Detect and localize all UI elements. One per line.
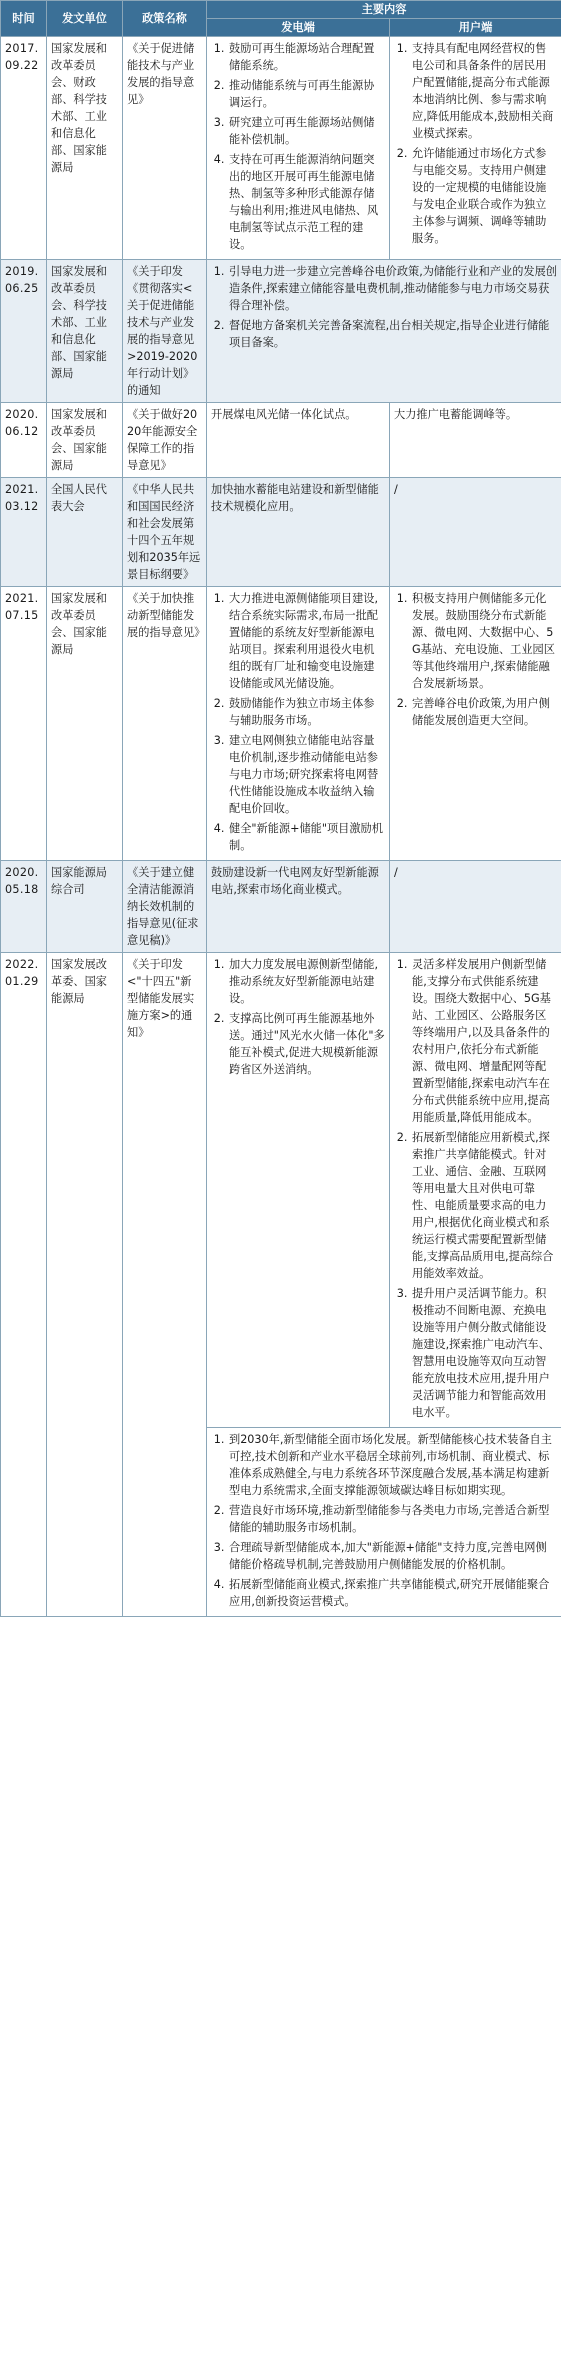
cell-org: 全国人民代表大会 <box>47 478 123 587</box>
cell-date: 2021.07.15 <box>1 587 47 861</box>
list-item: 1. 大力推进电源侧储能项目建设,结合系统实际需求,布局一批配置储能的系统友好型新能源电站项目。探索利用退役火电机组的既有厂址和输变电设施建设储能或风光储设施。 <box>228 590 385 692</box>
cell-user <box>390 953 561 1428</box>
table-row <box>1 478 561 587</box>
header-gen: 发电端 <box>207 19 390 37</box>
list-item: 3. 提升用户灵活调节能力。积极推动不间断电源、充换电设施等用户侧分散式储能设施建设,探索推广电动汽车、智慧用电设施等双向互动智能充放电技术应用,提升用户灵活调节能力和智能高效用电水平。 <box>411 1285 557 1421</box>
cell-gen <box>207 953 390 1428</box>
list-item: 2. 营造良好市场环境,推动新型储能参与各类电力市场,完善适合新型储能的辅助服务市场机制。 <box>228 1502 557 1536</box>
cell-policy-name: 《中华人民共和国国民经济和社会发展第十四个五年规划和2035年远景目标纲要》 <box>123 478 207 587</box>
cell-date: 2020.06.12 <box>1 403 47 478</box>
cell-date: 2017.09.22 <box>1 37 47 260</box>
cell-user <box>390 37 561 260</box>
list-item: 2. 允许储能通过市场化方式参与电能交易。支持用户侧建设的一定规模的电储能设施与发电企业联合或作为独立主体参与调频、调峰等辅助服务。 <box>411 145 557 247</box>
cell-policy-name: 《关于印发<"十四五"新型储能发展实施方案>的通知》 <box>123 953 207 1617</box>
list-item: 1. 支持具有配电网经营权的售电公司和具备条件的居民用户配置储能,提高分布式能源本地消纳比例、参与需求响应,降低用能成本,鼓励相关商业模式探索。 <box>411 40 557 142</box>
list-item: 1. 引导电力进一步建立完善峰谷电价政策,为储能行业和产业的发展创造条件,探索建立储能容量电费机制,推动储能参与电力市场交易获得合理补偿。 <box>228 263 557 314</box>
cell-org: 国家发展和改革委员会、国家能源局 <box>47 587 123 861</box>
table-row <box>1 260 561 403</box>
cell-gen <box>207 587 390 861</box>
cell-policy-name: 《关于建立健全清洁能源消纳长效机制的指导意见(征求意见稿)》 <box>123 861 207 953</box>
list-item: 4. 健全"新能源+储能"项目激励机制。 <box>228 820 385 854</box>
cell-combined <box>207 260 561 403</box>
header-org: 发文单位 <box>47 1 123 37</box>
cell-date: 2021.03.12 <box>1 478 47 587</box>
cell-gen: 加快抽水蓄能电站建设和新型储能技术规模化应用。 <box>207 478 390 587</box>
list-item: 2. 完善峰谷电价政策,为用户侧储能发展创造更大空间。 <box>411 695 557 729</box>
cell-user: 大力推广电蓄能调峰等。 <box>390 403 561 478</box>
cell-user: / <box>390 861 561 953</box>
cell-policy-name: 《关于加快推动新型储能发展的指导意见》 <box>123 587 207 861</box>
cell-policy-name: 《关于印发《贯彻落实<关于促进储能技术与产业发展的指导意见>2019-2020年行动计划》的通知 <box>123 260 207 403</box>
table-row <box>1 953 561 1428</box>
list-item: 1. 灵活多样发展用户侧新型储能,支撑分布式供能系统建设。围绕大数据中心、5G基站、工业园区、公路服务区等终端用户,以及具备条件的农村用户,依托分布式新能源、微电网、增量配网等配置新型储能,探索电动汽车在分布式供能系统中应用,提高用能质量,降低用能成本。 <box>411 956 557 1126</box>
cell-date: 2020.05.18 <box>1 861 47 953</box>
list-item: 2. 鼓励储能作为独立市场主体参与辅助服务市场。 <box>228 695 385 729</box>
list-item: 4. 支持在可再生能源消纳问题突出的地区开展可再生能源电储热、制氢等多种形式能源存储与输出利用;推进风电储热、风电制氢等试点示范工程的建设。 <box>228 151 385 253</box>
list-item: 1. 鼓励可再生能源场站合理配置储能系统。 <box>228 40 385 74</box>
cell-gen: 鼓励建设新一代电网友好型新能源电站,探索市场化商业模式。 <box>207 861 390 953</box>
list-item: 3. 合理疏导新型储能成本,加大"新能源+储能"支持力度,完善电网侧储能价格疏导机制,完善鼓励用户侧储能发展的价格机制。 <box>228 1539 557 1573</box>
cell-gen <box>207 37 390 260</box>
list-item: 4. 拓展新型储能商业模式,探索推广共享储能模式,研究开展储能聚合应用,创新投资运营模式。 <box>228 1576 557 1610</box>
header-main: 主要内容 <box>207 1 561 19</box>
cell-user: / <box>390 478 561 587</box>
cell-date: 2022.01.29 <box>1 953 47 1617</box>
cell-org: 国家发展和改革委员会、科学技术部、工业和信息化部、国家能源局 <box>47 260 123 403</box>
list-item: 2. 支撑高比例可再生能源基地外送。通过"风光水火储一体化"多能互补模式,促进大规模新能源跨省区外送消纳。 <box>228 1010 385 1078</box>
header-user: 用户端 <box>390 19 561 37</box>
cell-gen: 开展煤电风光储一体化试点。 <box>207 403 390 478</box>
cell-org: 国家发展和改革委员会、国家能源局 <box>47 403 123 478</box>
table-row <box>1 37 561 260</box>
cell-policy-name: 《关于促进储能技术与产业发展的指导意见》 <box>123 37 207 260</box>
cell-org: 国家能源局综合司 <box>47 861 123 953</box>
header-time: 时间 <box>1 1 47 37</box>
list-item: 3. 建立电网侧独立储能电站容量电价机制,逐步推动储能电站参与电力市场;研究探索将电网替代性储能设施成本收益纳入输配电价回收。 <box>228 732 385 817</box>
list-item: 1. 加大力度发展电源侧新型储能,推动系统友好型新能源电站建设。 <box>228 956 385 1007</box>
list-item: 1. 积极支持用户侧储能多元化发展。鼓励围绕分布式新能源、微电网、大数据中心、5G基站、充电设施、工业园区等其他终端用户,探索储能融合发展新场景。 <box>411 590 557 692</box>
list-item: 2. 督促地方备案机关完善备案流程,出台相关规定,指导企业进行储能项目备案。 <box>228 317 557 351</box>
cell-policy-name: 《关于做好2020年能源安全保障工作的指导意见》 <box>123 403 207 478</box>
table-row <box>1 587 561 861</box>
list-item: 3. 研究建立可再生能源场站侧储能补偿机制。 <box>228 114 385 148</box>
table-row <box>1 403 561 478</box>
table-row <box>1 861 561 953</box>
list-item: 1. 到2030年,新型储能全面市场化发展。新型储能核心技术装备自主可控,技术创新和产业水平稳居全球前列,市场机制、商业模式、标准体系成熟健全,与电力系统各环节深度融合发展,基本满足构建新型电力系统需求,全面支撑能源领域碳达峰目标如期实现。 <box>228 1431 557 1499</box>
list-item: 2. 推动储能系统与可再生能源协调运行。 <box>228 77 385 111</box>
header-name: 政策名称 <box>123 1 207 37</box>
cell-org: 国家发展改革委、国家能源局 <box>47 953 123 1617</box>
cell-org: 国家发展和改革委员会、财政部、科学技术部、工业和信息化部、国家能源局 <box>47 37 123 260</box>
header-row-1 <box>1 1 561 19</box>
cell-date: 2019.06.25 <box>1 260 47 403</box>
cell-user <box>390 587 561 861</box>
list-item: 2. 拓展新型储能应用新模式,探索推广共享储能模式。针对工业、通信、金融、互联网等用电量大且对供电可靠性、电能质量要求高的电力用户,根据优化商业模式和系统运行模式需要配置新型储能,支撑高品质用电,提高综合用能效率效益。 <box>411 1129 557 1282</box>
cell-combined <box>207 1428 561 1617</box>
